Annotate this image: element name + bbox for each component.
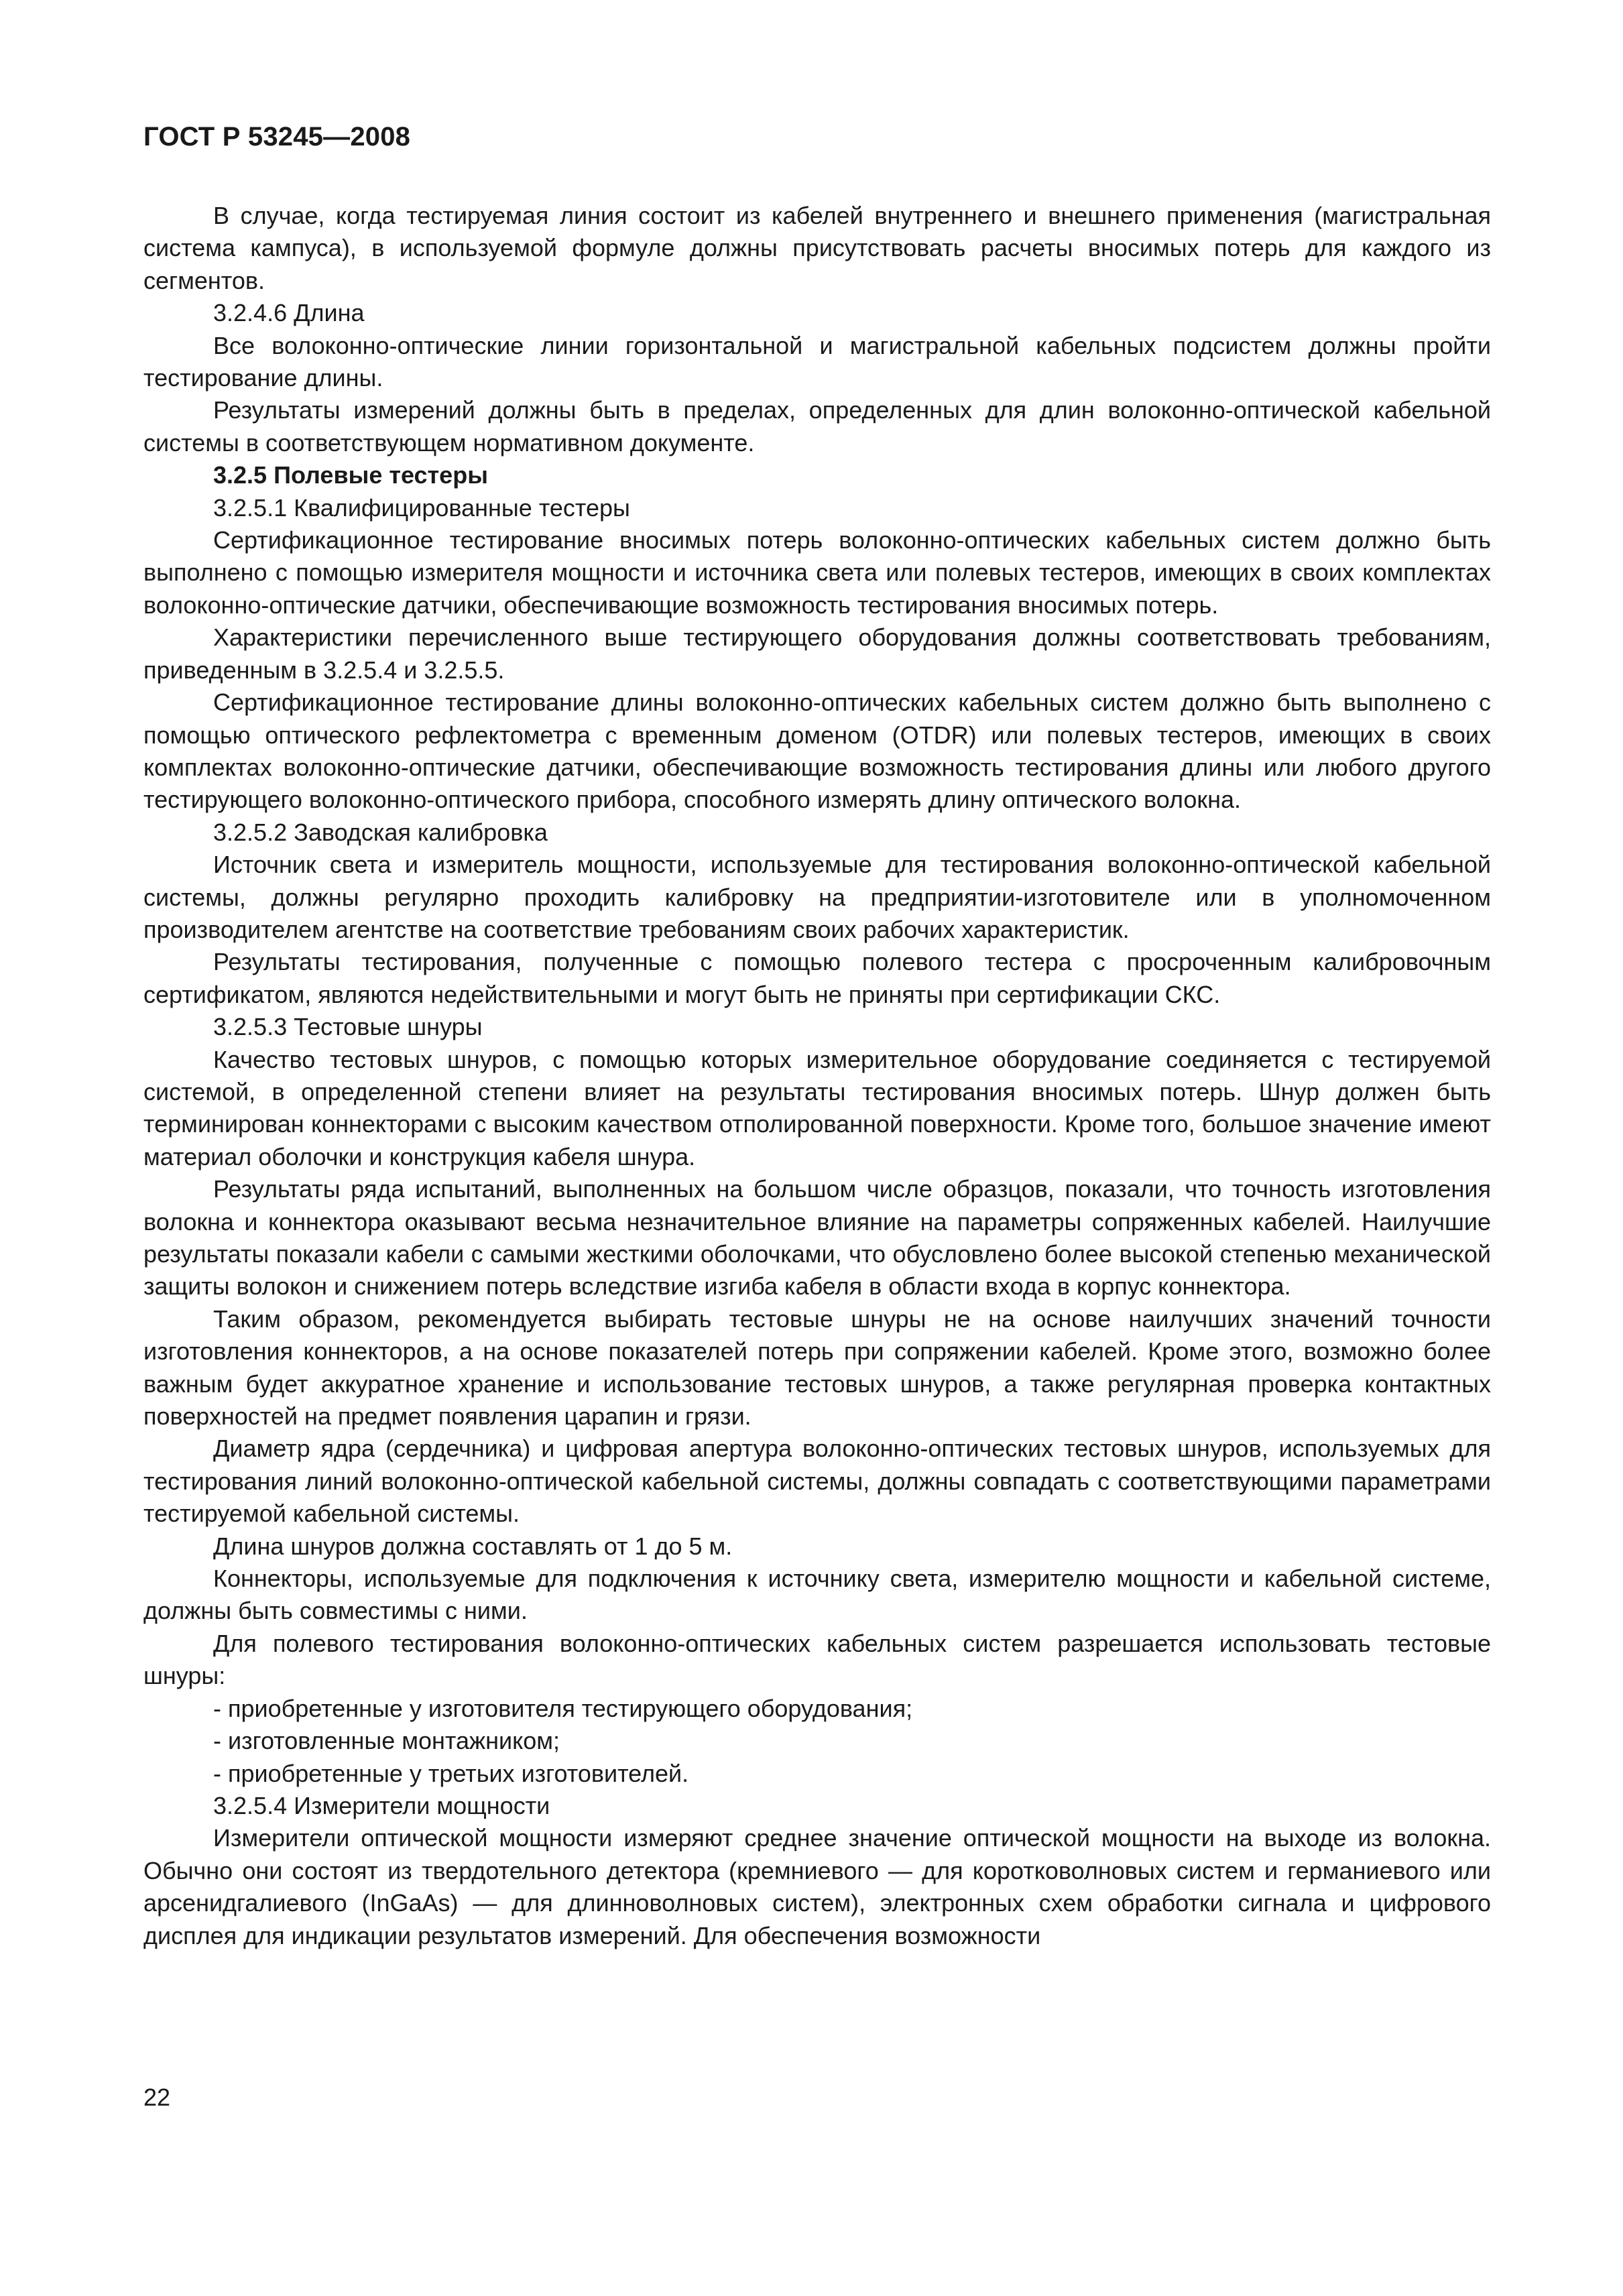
paragraph: Для полевого тестирования волоконно-оптических кабельных систем разрешается использовать тестовые шнуры:	[143, 1629, 1491, 1690]
list-item: - приобретенные у третьих изготовителей.	[213, 1759, 689, 1787]
section-heading: 3.2.4.6 Длина	[213, 299, 365, 327]
paragraph: Коннекторы, используемые для подключения к источнику света, измерителю мощности и кабельной системе, должны быть совместимы с ними.	[143, 1565, 1491, 1625]
section-heading: 3.2.5.1 Квалифицированные тестеры	[213, 493, 630, 522]
paragraph: Качество тестовых шнуров, с помощью которых измерительное оборудование соединяется с тестируемой системой, в определенной степени влияет на результаты тестирования вносимых потерь. Шнур должен быть терминирован коннекторами с высоким качеством отполированной поверхности. Кроме того, большое значение имеют материал оболочки и конструкция кабеля шнура.	[143, 1045, 1491, 1170]
paragraph: Измерители оптической мощности измеряют среднее значение оптической мощности на выходе из волокна. Обычно они состоят из твердотельного детектора (кремниевого — для коротковолновых систем и германиевого или арсенидгалиевого (InGaAs) — для длинноволновых систем), электронных схем обработки сигнала и цифрового дисплея для индикации результатов измерений. Для обеспечения возможности	[143, 1824, 1491, 1949]
document-body	[143, 200, 1491, 1952]
paragraph: Сертификационное тестирование вносимых потерь волоконно-оптических кабельных систем должно быть выполнено с помощью измерителя мощности и источника света или полевых тестеров, имеющих в своих комплектах волоконно-оптические датчики, обеспечивающие возможность тестирования вносимых потерь.	[143, 526, 1491, 619]
paragraph: Результаты измерений должны быть в пределах, определенных для длин волоконно-оптической кабельной системы в соответствующем нормативном документе.	[143, 396, 1491, 457]
section-heading-bold: 3.2.5 Полевые тестеры	[213, 461, 488, 489]
paragraph: Длина шнуров должна составлять от 1 до 5 м.	[213, 1532, 733, 1560]
paragraph: Результаты тестирования, полученные с помощью полевого тестера с просроченным калибровочным сертификатом, являются недействительными и могут быть не приняты при сертификации СКС.	[143, 948, 1491, 1008]
section-heading: 3.2.5.4 Измерители мощности	[213, 1791, 550, 1819]
paragraph: Источник света и измеритель мощности, используемые для тестирования волоконно-оптической кабельной системы, должны регулярно проходить калибровку на предприятии-изготовителе или в уполномоченном производителем агентстве на соответствие требованиям своих рабочих характеристик.	[143, 851, 1491, 943]
paragraph: Таким образом, рекомендуется выбирать тестовые шнуры не на основе наилучших значений точности изготовления коннекторов, а на основе показателей потерь при сопряжении кабелей. Кроме этого, возможно более важным будет аккуратное хранение и использование тестовых шнуров, а также регулярная проверка контактных поверхностей на предмет появления царапин и грязи.	[143, 1305, 1491, 1431]
section-heading: 3.2.5.2 Заводская калибровка	[213, 818, 548, 846]
page-number: 22	[143, 2083, 171, 2111]
paragraph: Диаметр ядра (сердечника) и цифровая апертура волоконно-оптических тестовых шнуров, используемых для тестирования линий волоконно-оптической кабельной системы, должны совпадать с соответствующими параметрами тестируемой кабельной системы.	[143, 1435, 1491, 1528]
paragraph: Все волоконно-оптические линии горизонтальной и магистральной кабельных подсистем должны пройти тестирование длины.	[143, 331, 1491, 392]
paragraph: Сертификационное тестирование длины волоконно-оптических кабельных систем должно быть выполнено с помощью оптического рефлектометра с временным доменом (OTDR) или полевых тестеров, имеющих в своих комплектах волоконно-оптические датчики, обеспечивающие возможность тестирования длины или любого другого тестирующего волоконно-оптического прибора, способного измерять длину оптического волокна.	[143, 688, 1491, 814]
paragraph: В случае, когда тестируемая линия состоит из кабелей внутреннего и внешнего применения (магистральная система кампуса), в используемой формуле должны присутствовать расчеты вносимых потерь для каждого из сегментов.	[143, 202, 1491, 294]
paragraph: Характеристики перечисленного выше тестирующего оборудования должны соответствовать требованиям, приведенным в 3.2.5.4 и 3.2.5.5.	[143, 623, 1491, 684]
standard-designation: ГОСТ Р 53245—2008	[143, 122, 411, 152]
paragraph: Результаты ряда испытаний, выполненных на большом числе образцов, показали, что точность изготовления волокна и коннектора оказывают весьма незначительное влияние на параметры сопряженных кабелей. Наилучшие результаты показали кабели с самыми жесткими оболочками, что обусловлено более высокой степенью механической защиты волокон и снижением потерь вследствие изгиба кабеля в области входа в корпус коннектора.	[143, 1175, 1491, 1301]
section-heading: 3.2.5.3 Тестовые шнуры	[213, 1013, 483, 1041]
list-item: - изготовленные монтажником;	[213, 1727, 560, 1755]
list-item: - приобретенные у изготовителя тестирующего оборудования;	[213, 1694, 913, 1722]
